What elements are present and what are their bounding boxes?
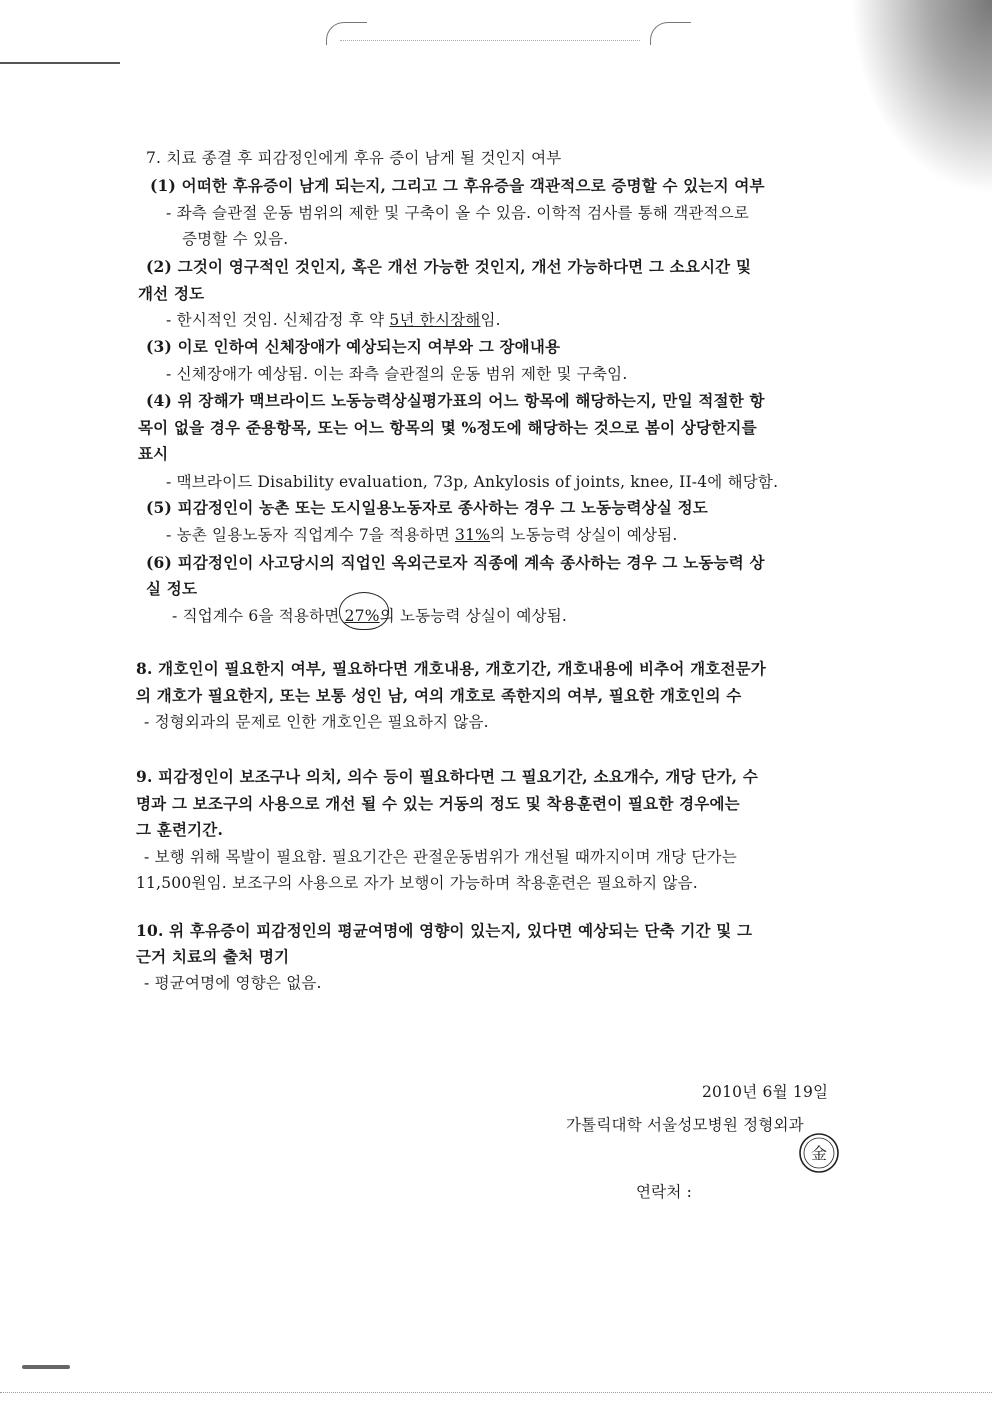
section-9-title-line-3: 그 훈련기간. <box>136 820 224 839</box>
section-8-title-line-1: 8. 개호인이 필요한지 여부, 필요하다면 개호내용, 개호기간, 개호내용에 비추어 개호전문가 <box>136 659 766 678</box>
section-7-question-1: (1) 어떠한 후유증이 남게 되는지, 그리고 그 후유증을 객관적으로 증명할 수 있는지 여부 <box>150 176 765 195</box>
section-10-answer: - 평균여명에 영향은 없음. <box>144 974 322 992</box>
scan-dots-top <box>340 40 640 42</box>
section-7-question-6-line-1: (6) 피감정인이 사고당시의 직업인 옥외근로자 직종에 계속 종사하는 경우 그 노동능력 상 <box>146 553 765 572</box>
scan-edge-mark <box>0 62 120 64</box>
section-8-title-line-2: 의 개호가 필요한지, 또는 보통 성인 남, 여의 개호로 족한지의 여부, 필요한 개호인의 수 <box>136 686 742 705</box>
answer-text: - 한시적인 것임. 신체감정 후 약 <box>166 311 390 329</box>
scan-shadow-corner <box>832 0 992 220</box>
scan-arc-mark <box>650 22 691 45</box>
circled-value: 27% <box>344 607 380 625</box>
section-7-question-2-line-2: 개선 정도 <box>138 284 205 303</box>
answer-text: 임. <box>480 311 501 329</box>
section-10-title-line-2: 근거 치료의 출처 명기 <box>136 947 290 966</box>
scan-edge-mark-bottom <box>22 1365 70 1369</box>
section-9-title-line-2: 명과 그 보조구의 사용으로 개선 될 수 있는 거동의 정도 및 착용훈련이 필요한 경우에는 <box>136 794 740 813</box>
section-8-answer: - 정형외과의 문제로 인한 개호인은 필요하지 않음. <box>144 713 489 731</box>
section-9-title-line-1: 9. 피감정인이 보조구나 의치, 의수 등이 필요하다면 그 필요기간, 소요개수, 개당 단가, 수 <box>136 767 759 786</box>
section-9-answer-line-2: 11,500원임. 보조구의 사용으로 자가 보행이 가능하며 착용훈련은 필요하지 않음. <box>136 874 698 892</box>
section-7-answer-5 <box>166 525 678 545</box>
section-7-answer-1-line-2: 증명할 수 있음. <box>182 230 289 248</box>
answer-text: - 농촌 일용노동자 직업계수 7을 적용하면 <box>166 526 456 544</box>
institution-name: 가톨릭대학 서울성모병원 정형외과 <box>566 1116 804 1134</box>
section-7-question-2-line-1: (2) 그것이 영구적인 것인지, 혹은 개선 가능한 것인지, 개선 가능하다면 그 소요시간 및 <box>146 257 752 276</box>
section-7-title: 7. 치료 종결 후 피감정인에게 후유 증이 남게 될 것인지 여부 <box>146 149 562 167</box>
section-9-answer-line-1: - 보행 위해 목발이 필요함. 필요기간은 관절운동범위가 개선될 때까지이며 개당 단가는 <box>144 848 737 866</box>
document-date: 2010년 6월 19일 <box>702 1083 829 1101</box>
seal-glyph: 金 <box>810 1144 828 1163</box>
contact-label: 연락처 : <box>636 1183 693 1201</box>
section-7-question-3: (3) 이로 인하여 신체장애가 예상되는지 여부와 그 장애내용 <box>146 337 561 356</box>
answer-text: - 직업계수 6을 적용하면 <box>172 607 345 625</box>
underlined-value: 5년 한시장해 <box>389 311 481 329</box>
answer-text: 의 노동능력 상실이 예상됨. <box>379 607 568 625</box>
section-7-question-4-line-2: 목이 없을 경우 준용항목, 또는 어느 항목의 몇 %정도에 해당하는 것으로 봄이 상당한지를 <box>138 418 757 437</box>
section-10-title-line-1: 10. 위 후유증이 피감정인의 평균여명에 영향이 있는지, 있다면 예상되는 단축 기간 및 그 <box>136 921 753 940</box>
section-7-question-5: (5) 피감정인이 농촌 또는 도시일용노동자로 종사하는 경우 그 노동능력상실 정도 <box>146 498 708 517</box>
section-7-question-4-line-3: 표시 <box>138 444 169 463</box>
section-7-answer-1-line-1: - 좌측 슬관절 운동 범위의 제한 및 구축이 올 수 있음. 이학적 검사를 통해 객관적으로 <box>166 204 750 222</box>
section-7-question-6-line-2: 실 정도 <box>146 579 198 598</box>
signature-seal-icon <box>796 1130 842 1176</box>
section-7-question-4-line-1: (4) 위 장해가 맥브라이드 노동능력상실평가표의 어느 항목에 해당하는지, 만일 적절한 항 <box>146 391 765 410</box>
section-7-answer-4: - 맥브라이드 Disability evaluation, 73p, Ankylosis of joints, knee, II-4에 해당함. <box>166 473 779 491</box>
section-7-answer-2 <box>166 310 501 330</box>
section-7-answer-6 <box>172 606 567 626</box>
scan-dots-bottom <box>0 1392 992 1394</box>
answer-text: 의 노동능력 상실이 예상됨. <box>490 526 678 544</box>
section-7-answer-3: - 신체장애가 예상됨. 이는 좌측 슬관절의 운동 범위 제한 및 구축임. <box>166 365 628 383</box>
underlined-value: 31% <box>455 526 491 544</box>
